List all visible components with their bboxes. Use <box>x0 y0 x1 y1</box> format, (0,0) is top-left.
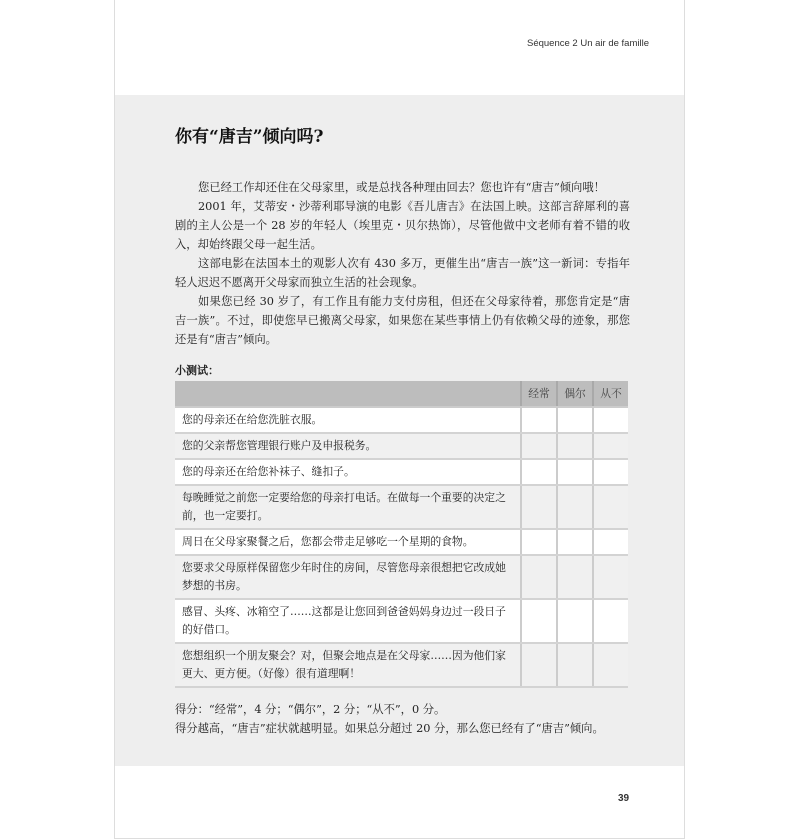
answer-cell-often[interactable] <box>521 529 557 555</box>
answer-cell-often[interactable] <box>521 459 557 485</box>
answer-cell-sometimes[interactable] <box>557 485 593 529</box>
table-row <box>175 555 628 599</box>
question-cell: 您的母亲还在给您补袜子、缝扣子。 <box>175 459 521 485</box>
question-cell: 您想组织一个朋友聚会？对，但聚会地点是在父母家……因为他们家更大、更方便。（好像）很有道理啊！ <box>175 643 521 687</box>
table-row <box>175 459 628 485</box>
answer-cell-sometimes[interactable] <box>557 433 593 459</box>
score-line: 得分越高，“唐吉”症状就越明显。如果总分超过 20 分，那么您已经有了“唐吉”倾向。 <box>175 722 604 735</box>
score-text <box>175 700 630 738</box>
question-cell: 您的父亲帮您管理银行账户及申报税务。 <box>175 433 521 459</box>
answer-cell-often[interactable] <box>521 643 557 687</box>
header-sometimes: 偶尔 <box>557 381 593 407</box>
paragraph: 您已经工作却还住在父母家里，或是总找各种理由回去？您也许有“唐吉”倾向哦！ <box>198 181 605 194</box>
answer-cell-sometimes[interactable] <box>557 555 593 599</box>
content-panel <box>115 95 684 766</box>
table-row <box>175 485 628 529</box>
answer-cell-never[interactable] <box>593 599 628 643</box>
answer-cell-never[interactable] <box>593 643 628 687</box>
answer-cell-never[interactable] <box>593 407 628 433</box>
question-cell: 感冒、头疼、冰箱空了……这都是让您回到爸爸妈妈身边过一段日子的好借口。 <box>175 599 521 643</box>
answer-cell-sometimes[interactable] <box>557 529 593 555</box>
header-area <box>115 0 684 95</box>
table-row <box>175 407 628 433</box>
answer-cell-often[interactable] <box>521 555 557 599</box>
quiz-label: 小测试： <box>175 364 219 377</box>
question-cell: 每晚睡觉之前您一定要给您的母亲打电话。在做每一个重要的决定之前，也一定要打。 <box>175 485 521 529</box>
question-cell: 您要求父母原样保留您少年时住的房间，尽管您母亲很想把它改成她梦想的书房。 <box>175 555 521 599</box>
answer-cell-never[interactable] <box>593 529 628 555</box>
answer-cell-sometimes[interactable] <box>557 599 593 643</box>
answer-cell-never[interactable] <box>593 485 628 529</box>
running-header: Séquence 2 Un air de famille <box>527 38 649 49</box>
score-line: 得分：“经常”，4 分；“偶尔”，2 分；“从不”，0 分。 <box>175 703 446 716</box>
table-row <box>175 599 628 643</box>
answer-cell-often[interactable] <box>521 433 557 459</box>
quiz-table <box>175 381 628 688</box>
answer-cell-sometimes[interactable] <box>557 407 593 433</box>
answer-cell-never[interactable] <box>593 555 628 599</box>
body-text <box>175 178 630 349</box>
table-row <box>175 433 628 459</box>
paragraph: 如果您已经 30 岁了，有工作且有能力支付房租，但还在父母家待着，那您肯定是“唐吉一族”。不过，即使您早已搬离父母家，如果您在某些事情上仍有依赖父母的迹象，那您还是有“唐吉”倾向。 <box>175 295 630 346</box>
page-number: 39 <box>618 793 630 804</box>
paragraph: 这部电影在法国本土的观影人次有 430 多万，更催生出“唐吉一族”这一新词：专指年轻人迟迟不愿离开父母家而独立生活的社会现象。 <box>175 257 630 289</box>
answer-cell-sometimes[interactable] <box>557 459 593 485</box>
answer-cell-never[interactable] <box>593 433 628 459</box>
page <box>114 0 685 839</box>
question-cell: 您的母亲还在给您洗脏衣服。 <box>175 407 521 433</box>
answer-cell-often[interactable] <box>521 485 557 529</box>
table-row <box>175 643 628 687</box>
header-never: 从不 <box>593 381 628 407</box>
paragraph: 2001 年，艾蒂安・沙蒂利耶导演的电影《吾儿唐吉》在法国上映。这部言辞犀利的喜剧的主人公是一个 28 岁的年轻人（埃里克・贝尔热饰），尽管他做中文老师有着不错的收入，却始终跟父母一起生活。 <box>175 200 630 251</box>
answer-cell-sometimes[interactable] <box>557 643 593 687</box>
header-question <box>175 381 521 407</box>
answer-cell-never[interactable] <box>593 459 628 485</box>
question-cell: 周日在父母家聚餐之后，您都会带走足够吃一个星期的食物。 <box>175 529 521 555</box>
page-title: 你有“唐吉”倾向吗? <box>175 127 324 147</box>
header-often: 经常 <box>521 381 557 407</box>
table-row <box>175 529 628 555</box>
answer-cell-often[interactable] <box>521 599 557 643</box>
answer-cell-often[interactable] <box>521 407 557 433</box>
footer-area <box>115 766 684 838</box>
